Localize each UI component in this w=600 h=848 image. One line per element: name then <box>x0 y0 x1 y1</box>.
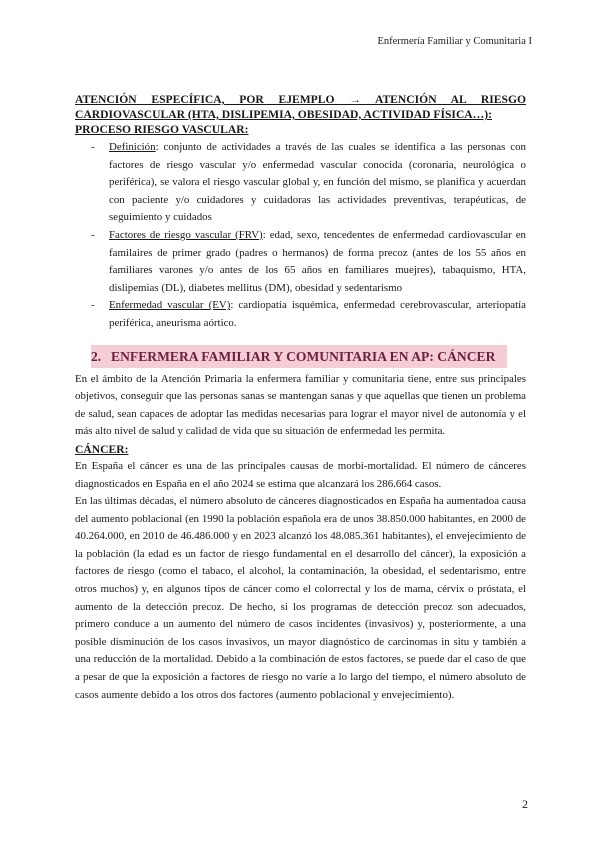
bullet-text: : edad, sexo, tencedentes de enfermedad cardiovascular en familaires de primer grado (padres o hermanos) de forma precoz (antes de los 55 años en familiares varones y/o antes de los 65 años en familiares muejres), tabaquismo, HTA, dislipemias (DL), diabetes mellitus (DM), obesidad y sedentarismo <box>109 228 526 294</box>
section-title: ENFERMERA FAMILIAR Y COMUNITARIA EN AP: CÁNCER <box>111 348 496 364</box>
dash-marker: - <box>91 228 95 241</box>
cancer-paragraph-1: En España el cáncer es una de las principales causas de morbi-mortalidad. El número de cánceres diagnosticados en España en el año 2024 se estima que alcanzará los 286.664 casos. <box>75 459 526 490</box>
page-number: 2 <box>522 797 528 811</box>
dash-marker: - <box>91 141 95 153</box>
bullet-enfermedad-vascular <box>75 297 526 332</box>
bullet-text: : conjunto de actividades a través de las cuales se identifica a las personas con factores de riesgo vascular y/o enfermedad vascular conocida (coronaria, neurológica o periférica), se valora el riesgo vascular global y, en función del mismo, se planifica y acuerdan con paciente y/o cuidadores y cuidadoras las actividades preventivas, terapéuticas, de seguimiento y cuidados <box>109 141 526 224</box>
bullet-factores-riesgo <box>75 227 526 297</box>
running-header: Enfermería Familiar y Comunitaria I <box>377 36 532 47</box>
title-line-1: ATENCIÓN ESPECÍFICA, POR EJEMPLO → ATENCIÓN AL RIESGO <box>75 93 526 106</box>
section-heading <box>75 345 526 368</box>
page-content <box>75 92 526 704</box>
dash-marker: - <box>91 299 95 312</box>
cancer-heading: CÁNCER: <box>75 442 129 456</box>
bullet-term: Enfermedad vascular (EV) <box>109 299 231 312</box>
title-line-2: CARDIOVASCULAR (HTA, DISLIPEMIA, OBESIDAD, ACTIVIDAD FÍSICA…): <box>75 108 492 121</box>
bullet-term: Definición <box>109 141 156 153</box>
bullet-definicion <box>75 139 526 227</box>
intro-paragraph: En el ámbito de la Atención Primaria la enfermera familiar y comunitaria tiene, entre sus principales objetivos, conseguir que las personas sanas se mantengan sanas y que aquellas que tienen un problema de salud, sean capaces de adoptar las medidas necesarias para lograr el mayor nivel de autonomía y el más alto nivel de salud y calidad de vida que su situación de enfermedad les permita. <box>75 372 526 438</box>
bullet-text: : cardiopatía isquémica, enfermedad cerebrovascular, arteriopatía periférica, aneurisma aórtico. <box>109 299 526 329</box>
bullet-list <box>75 139 526 333</box>
cancer-paragraph-2: En las últimas décadas, el número absoluto de cánceres diagnosticados en España ha aumentadoa causa del aumento poblacional (en 1990 la población española era de unos 38.850.000 habitantes, en 2000 de 40.264.000, en 2010 de 46.486.000 y en 2023 alcanzó los 48.085.361 habitantes), el envejecimiento de la población (la edad es un factor de riesgo fundamental en el desarrollo del cáncer), la exposición a factores de riesgo (como el tabaco, el alcohol, la contaminación, la obesidad, el sedentarismo, entre otros muchos) y, en algunos tipos de cáncer como el colorrectal y los de mama, cérvix o próstata, el aumento de la detección precoz. De hecho, si los programas de detección precoz son adecuados, primero conduce a un aumento del número de casos incidentes (invasivos) y, posteriormente, a una posible disminución de los casos invasivos, un mayor diagnóstico de carcinomas in situ y también a una reducción de la mortalidad. Debido a la combinación de estos factores, se puede dar el caso de que a pesar de que la exposición a factores de riesgo no varíe a lo largo del tiempo, el número absoluto de casos aumente debido a los otros dos factores (aumento poblacional y envejecimiento). <box>75 495 526 701</box>
section-number: 2. <box>91 348 102 364</box>
subheading-riesgo-vascular: PROCESO RIESGO VASCULAR: <box>75 123 249 136</box>
section-banner <box>91 345 507 368</box>
bullet-term: Factores de riesgo vascular (FRV) <box>109 228 263 241</box>
